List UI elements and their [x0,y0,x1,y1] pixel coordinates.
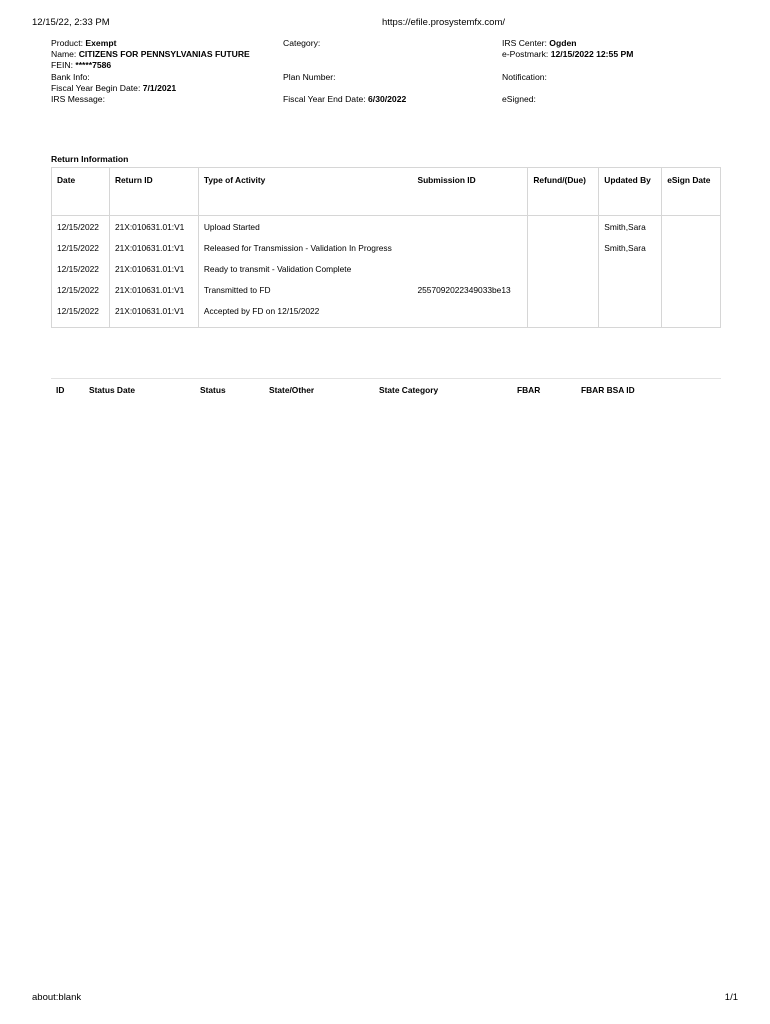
irs-center-value: Ogden [549,38,577,48]
header-state-category: State Category [379,385,439,395]
info-column-middle [283,38,483,105]
cell-date: 12/15/2022 [52,216,110,239]
cell-refund [528,216,599,239]
info-column-left [51,38,266,105]
footer-page-url: about:blank [32,992,82,1003]
cell-submission-id [412,301,527,328]
table-row [52,216,721,239]
return-information-title: Return Information [51,154,129,164]
cell-return-id: 21X:010631.01:V1 [109,280,198,301]
fiscal-begin-value: 7/1/2021 [142,82,177,93]
fein-label: FEIN: [51,60,76,71]
name-value: CITIZENS FOR PENNSYLVANIAS FUTURE [78,49,250,60]
print-header [32,17,738,31]
cell-updated-by [599,280,662,301]
cell-activity: Ready to transmit - Validation Complete [198,259,412,280]
cell-submission-id [412,259,527,280]
table-row [52,238,721,259]
print-url: https://efile.prosystemfx.com/ [382,17,506,28]
cell-updated-by [599,301,662,328]
state-table-header [51,385,721,399]
cell-refund [528,238,599,259]
header-refund-due: Refund/(Due) [528,168,599,216]
category-label: Category: [283,38,321,48]
fiscal-end-value: 6/30/2022 [368,94,407,105]
cell-date: 12/15/2022 [52,259,110,280]
header-fbar: FBAR [517,385,541,395]
header-return-id: Return ID [109,168,198,216]
notification-label: Notification: [502,71,547,82]
bank-info-label: Bank Info: [51,71,90,82]
cell-date: 12/15/2022 [52,238,110,259]
irs-message-label: IRS Message: [51,94,105,105]
cell-refund [528,301,599,328]
cell-refund [528,280,599,301]
name-label: Name: [51,49,79,60]
header-type-of-activity: Type of Activity [198,168,412,216]
header-state-other: State/Other [269,385,315,395]
header-submission-id: Submission ID [412,168,527,216]
header-id: ID [56,385,65,395]
esigned-label: eSigned: [502,94,536,105]
cell-return-id: 21X:010631.01:V1 [109,259,198,280]
fiscal-begin-label: Fiscal Year Begin Date: [51,82,143,93]
cell-esign [662,216,721,239]
product-value: Exempt [85,38,117,48]
epostmark-value: 12/15/2022 12:55 PM [550,49,634,60]
header-date: Date [52,168,110,216]
plan-number-label: Plan Number: [283,71,336,82]
table-row [52,280,721,301]
cell-activity: Transmitted to FD [198,280,412,301]
table-row [52,259,721,280]
cell-updated-by: Smith,Sara [599,238,662,259]
state-table-top-rule [51,378,721,379]
header-updated-by: Updated By [599,168,662,216]
cell-submission-id [412,238,527,259]
cell-activity: Upload Started [198,216,412,239]
cell-return-id: 21X:010631.01:V1 [109,301,198,328]
cell-date: 12/15/2022 [52,301,110,328]
cell-updated-by [599,259,662,280]
cell-esign [662,280,721,301]
footer-page-number: 1/1 [724,992,738,1003]
cell-esign [662,238,721,259]
cell-refund [528,259,599,280]
cell-return-id: 21X:010631.01:V1 [109,216,198,239]
header-esign-date: eSign Date [662,168,721,216]
header-status-date: Status Date [89,385,136,395]
cell-esign [662,259,721,280]
print-datetime: 12/15/22, 2:33 PM [32,17,110,28]
cell-submission-id: 2557092022349033be13 [417,285,511,295]
fein-value: *****7586 [75,60,112,71]
table-header-row [52,168,721,216]
cell-esign [662,301,721,328]
fiscal-end-label: Fiscal Year End Date: [283,94,369,105]
info-column-right [502,38,732,105]
cell-activity: Accepted by FD on 12/15/2022 [198,301,412,328]
product-label: Product: [51,38,86,48]
cell-date: 12/15/2022 [52,280,110,301]
header-status: Status [200,385,226,395]
cell-activity: Released for Transmission - Validation In Progress [198,238,412,259]
irs-center-label: IRS Center: [502,38,550,48]
cell-updated-by: Smith,Sara [599,216,662,239]
print-footer [32,992,738,1006]
header-fbar-bsa-id: FBAR BSA ID [581,385,635,395]
cell-return-id: 21X:010631.01:V1 [109,238,198,259]
cell-submission-id [412,216,527,239]
table-row [52,301,721,328]
epostmark-label: e-Postmark: [502,49,551,60]
return-history-table [51,167,721,328]
